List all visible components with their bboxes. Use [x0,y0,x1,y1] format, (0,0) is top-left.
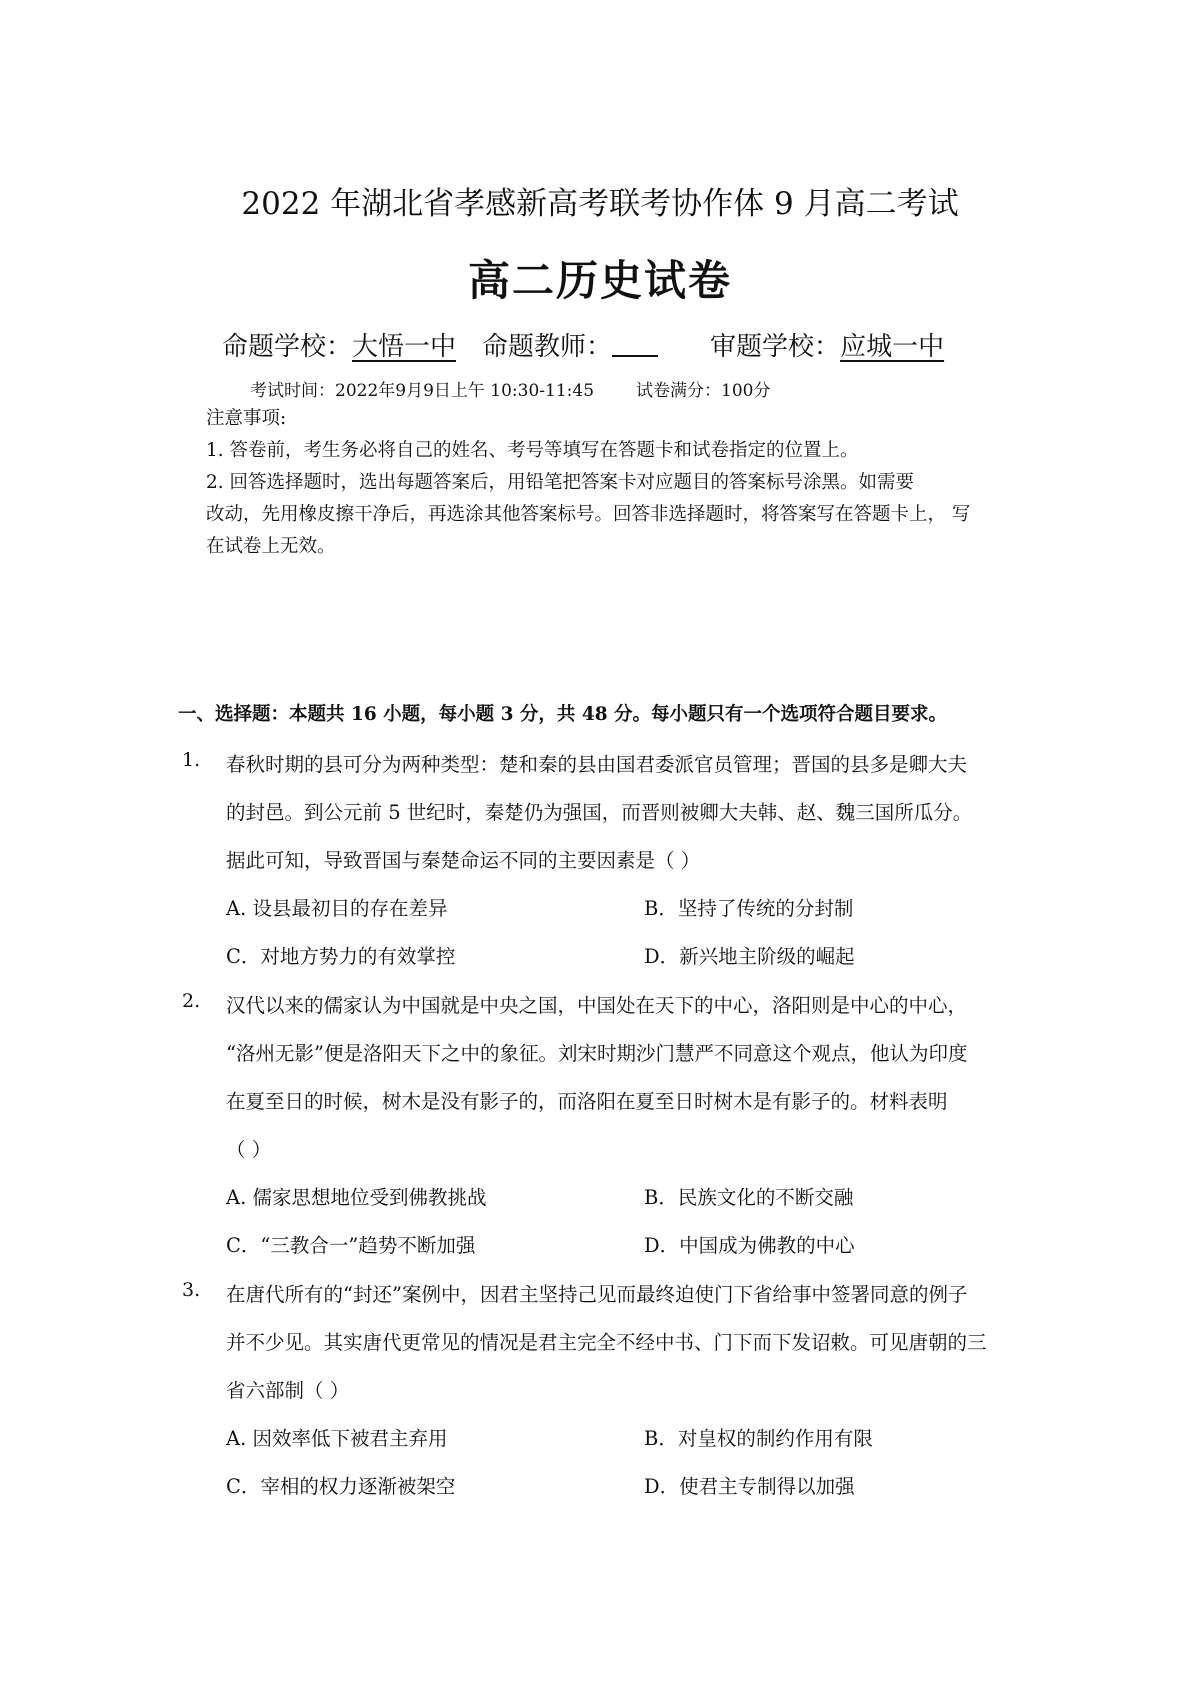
section-heading: 一、选择题：本题共 16 小题，每小题 3 分，共 48 分。每小题只有一个选项符合题目要求。 [178,704,948,725]
reviewer-school-label: 审题学校： [710,332,841,362]
exam-title: 2022 年湖北省孝感新高考联考协作体 9 月高二考试 [241,186,959,222]
option-b: B．坚持了传统的分封制 [644,897,854,920]
teacher-blank [612,333,658,357]
note-line: 在试卷上无效。 [206,536,336,557]
school-info-line [222,326,944,363]
note-line: 改动，先用橡皮擦干净后，再选涂其他答案标号。回答非选择题时，将答案写在答题卡上， 写 [206,504,971,525]
question-text-line: 汉代以来的儒家认为中国就是中央之国，中国处在天下的中心，洛阳则是中心的中心， [226,994,968,1017]
question-number: 2. [182,990,201,1012]
notes-heading: 注意事项: [206,408,287,429]
option-d: D．使君主专制得以加强 [644,1475,855,1498]
question-text-line: （ ） [226,1138,272,1161]
question-text-line: “洛州无影”便是洛阳天下之中的象征。刘宋时期沙门慧严不同意这个观点，他认为印度 [226,1042,968,1065]
reviewer-school: 应城一中 [840,332,945,362]
option-a: A. 因效率低下被君主弃用 [226,1427,448,1450]
exam-time: 考试时间：2022年9月9日上午 10:30-11:45 [250,381,595,401]
question-text-line: 并不少见。其实唐代更常见的情况是君主完全不经中书、门下而下发诏敕。可见唐朝的三 [226,1331,987,1354]
note-line: 1. 答卷前，考生务必将自己的姓名、考号等填写在答题卡和试卷指定的位置上。 [206,440,859,461]
question-text-line: 春秋时期的县可分为两种类型：楚和秦的县由国君委派官员管理；晋国的县多是卿大夫 [226,753,968,776]
question-number: 3. [182,1279,201,1301]
option-b: B．对皇权的制约作用有限 [644,1427,873,1450]
option-d: D．中国成为佛教的中心 [644,1234,855,1257]
option-b: B．民族文化的不断交融 [644,1186,854,1209]
question-text-line: 的封邑。到公元前 5 世纪时，秦楚仍为强国，而晋则被卿大夫韩、赵、魏三国所瓜分。 [226,801,973,824]
question-text-line: 据此可知，导致晋国与秦楚命运不同的主要因素是（ ） [226,849,701,872]
proposer-school: 大悟一中 [352,332,457,362]
option-d: D．新兴地主阶级的崛起 [644,945,855,968]
proposer-school-label: 命题学校： [222,332,353,362]
question-text-line: 在唐代所有的“封还”案例中，因君主坚持己见而最终迫使门下省给事中签署同意的例子 [226,1283,968,1306]
question-number: 1. [182,749,201,771]
paper-subtitle: 高二历史试卷 [467,256,732,305]
exam-meta-line [250,376,770,401]
option-c: C．对地方势力的有效掌控 [226,945,456,968]
option-a: A. 设县最初目的存在差异 [226,897,448,920]
question-text-line: 省六部制（ ） [226,1379,350,1402]
option-a: A. 儒家思想地位受到佛教挑战 [226,1186,487,1209]
full-score: 试卷满分：100分 [636,381,771,401]
note-line: 2. 回答选择题时，选出每题答案后，用铅笔把答案卡对应题目的答案标号涂黑。如需要 [206,472,915,493]
option-c: C．“三教合一”趋势不断加强 [226,1234,476,1257]
proposer-teacher-label: 命题教师： [482,332,613,362]
option-c: C．宰相的权力逐渐被架空 [226,1475,456,1498]
question-text-line: 在夏至日的时候，树木是没有影子的，而洛阳在夏至日时树木是有影子的。材料表明 [226,1090,948,1113]
